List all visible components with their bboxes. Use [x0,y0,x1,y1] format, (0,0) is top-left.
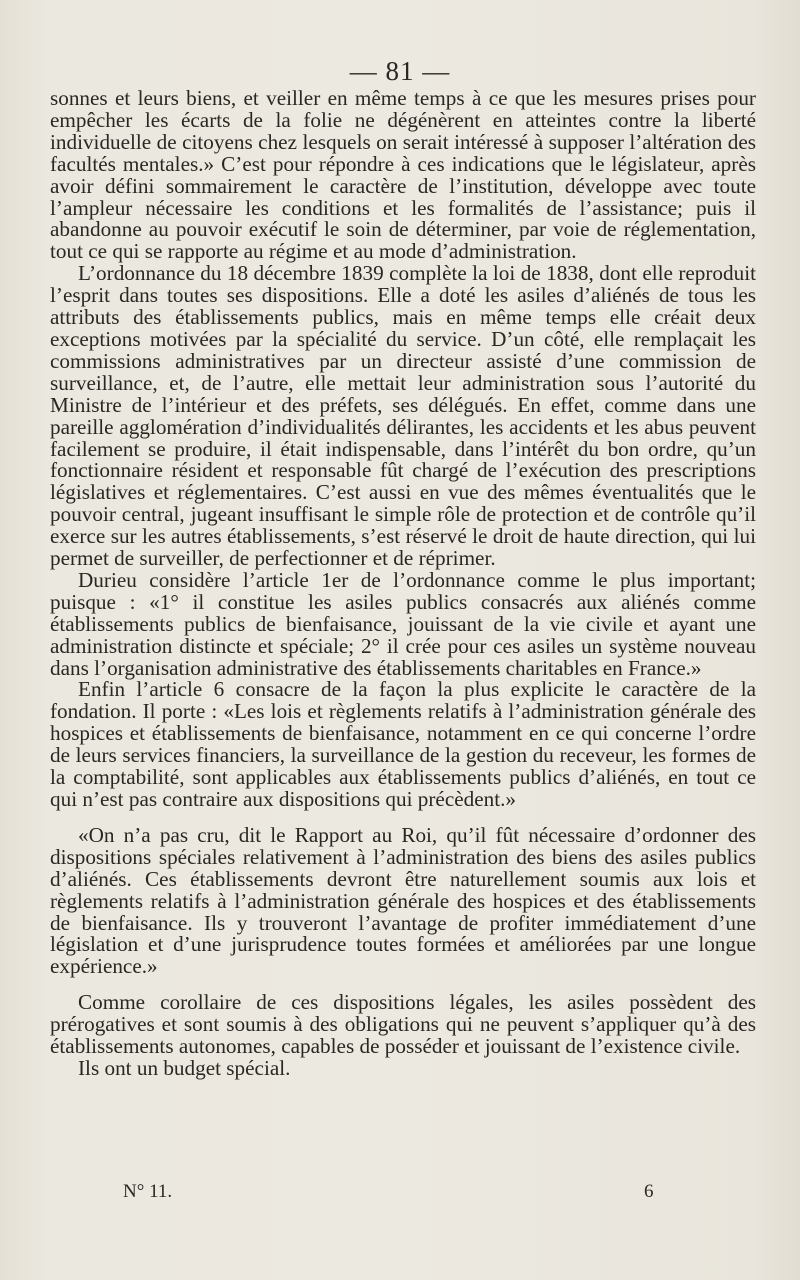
paragraph: «On n’a pas cru, dit le Rapport au Roi, qu’il fût nécessaire d’ordonner des dispositions spéciales relativement à l’administration des biens des asiles publics d’aliénés. Ces établissements devront être naturellement soumis aux lois et règlements relatifs à l’administration générale des hospices et des établissements de bienfaisance. Ils y trouveront l’avantage de profiter immédiatement d’une législation et d’une jurisprudence toutes formées et améliorées par une longue expérience.» [50,822,756,979]
sheet-number: 6 [644,1181,654,1202]
paragraph: Enfin l’article 6 consacre de la façon la plus explicite le caractère de la fondation. Il porte : «Les lois et règlements relatifs à l’administration générale des hospices et établissements de bienfaisance, notamment en ce qui concerne l’ordre de leurs services financiers, la surveillance de la gestion du receveur, les formes de la comptabilité, sont applicables aux établissements publics d’aliénés, en tout ce qui n’est pas contraire aux dispositions qui précèdent.» [50,677,756,811]
paragraph: Ils ont un budget spécial. [78,1055,291,1080]
page-number: — 81 — [349,56,451,86]
body-text [50,88,756,1080]
paragraph: sonnes et leurs biens, et veiller en même temps à ce que les mesures prises pour empêcher les écarts de la folie ne dégénèrent en atteintes contre la liberté individuelle de citoyens chez lesquels on serait intéressé à supposer l’altération des facultés mentales.» C’est pour répondre à ces indications que le législateur, après avoir défini sommairement le caractère de l’institution, développe avec toute l’ampleur nécessaire les conditions et les formalités de l’assistance; puis il abandonne au pouvoir exécutif le soin de déterminer, par voie de réglementation, tout ce qui se rapporte au régime et au mode d’administration. [50,86,756,264]
paragraph: Durieu considère l’article 1er de l’ordonnance comme le plus important; puisque : «1° il constitue les asiles publics consacrés aux aliénés comme établissements publics de bienfaisance, jouissant de la vie civile et ayant une administration distincte et spéciale; 2° il crée pour ces asiles un système nouveau dans l’organisation administrative des établissements charitables en France.» [50,567,756,680]
signature-mark: N° 11. [123,1181,173,1202]
paragraph: Comme corollaire de ces dispositions légales, les asiles possèdent des prérogatives et sont soumis à des obligations qui ne peuvent s’appliquer qu’à des établissements autonomes, capables de posséder et jouissant de l’existence civile. [50,990,756,1059]
paragraph: L’ordonnance du 18 décembre 1839 complète la loi de 1838, dont elle reproduit l’esprit dans toutes ses dispositions. Elle a doté les asiles d’aliénés de tous les attributs des établissements publics, mais en même temps elle créait deux exceptions motivées par la spécialité du service. D’un côté, elle remplaçait les commissions administratives par un directeur assisté d’une commission de surveillance, et, de l’autre, elle mettait leur administration sous l’autorité du Ministre de l’intérieur et des préfets, ses délégués. En effet, comme dans une pareille agglomération d’individualités délirantes, les accidents et les abus peuvent facilement se produire, il était indispensable, dans l’intérêt du bon ordre, qu’un fonctionnaire résident et responsable fût chargé de l’exécution des prescriptions législatives et réglementaires. C’est aussi en vue des mêmes éventualités que le pouvoir central, jugeant insuffisant le simple rôle de protection et de contrôle qu’il exerce sur les autres établissements, s’est réservé le droit de haute direction, qui lui permet de surveiller, de perfectionner et de réprimer. [50,261,756,571]
